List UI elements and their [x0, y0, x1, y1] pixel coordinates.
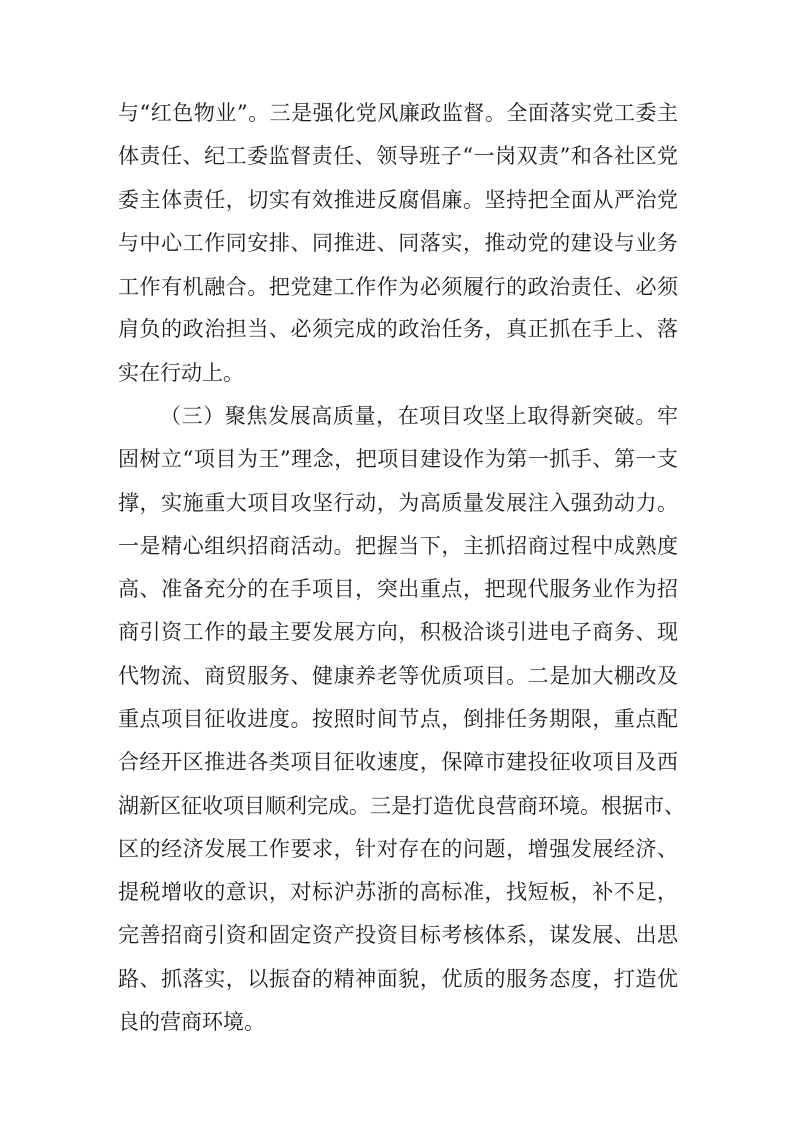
text-line: 完善招商引资和固定资产投资目标考核体系，谋发展、出思	[118, 923, 678, 947]
text-line: 撑，实施重大项目攻坚行动，为高质量发展注入强劲动力。	[118, 491, 678, 515]
text-line: 肩负的政治担当、必须完成的政治任务，真正抓在手上、落	[118, 317, 678, 341]
text-line: 良的营商环境。	[118, 1010, 265, 1034]
text-line: 工作有机融合。把党建工作作为必须履行的政治责任、必须	[118, 275, 678, 299]
text-line: 湖新区征收项目顺利完成。三是打造优良营商环境。根据市、	[118, 794, 685, 818]
text-line: 提税增收的意识，对标沪苏浙的高标准，找短板，补不足，	[118, 880, 678, 904]
text-line: 重点项目征收进度。按照时间节点，倒排任务期限，重点配	[118, 707, 678, 731]
text-line: 商引资工作的最主要发展方向，积极洽谈引进电子商务、现	[118, 620, 678, 644]
text-line: 路、抓落实，以振奋的精神面貌，优质的服务态度，打造优	[118, 967, 678, 991]
text-line: 委主体责任，切实有效推进反腐倡廉。坚持把全面从严治党	[118, 188, 678, 212]
text-line: 体责任、纪工委监督责任、领导班子“一岗双责”和各社区党	[118, 144, 678, 168]
text-line: 一是精心组织招商活动。把握当下，主抓招商过程中成熟度	[118, 534, 678, 558]
section-heading-line: （三）聚焦发展高质量，在项目攻坚上取得新突破。牢	[160, 404, 678, 428]
text-line: 合经开区推进各类项目征收速度，保障市建投征收项目及西	[118, 750, 678, 774]
text-line: 与“红色物业”。三是强化党风廉政监督。全面落实党工委主	[118, 101, 678, 125]
text-line: 实在行动上。	[118, 361, 244, 385]
text-line: 高、准备充分的在手项目，突出重点，把现代服务业作为招	[118, 577, 678, 601]
text-line: 代物流、商贸服务、健康养老等优质项目。二是加大棚改及	[118, 664, 678, 688]
text-line: 固树立“项目为王”理念，把项目建设作为第一抓手、第一支	[118, 447, 678, 471]
text-line: 区的经济发展工作要求，针对存在的问题，增强发展经济、	[118, 837, 678, 861]
text-line: 与中心工作同安排、同推进、同落实，推动党的建设与业务	[118, 231, 678, 255]
